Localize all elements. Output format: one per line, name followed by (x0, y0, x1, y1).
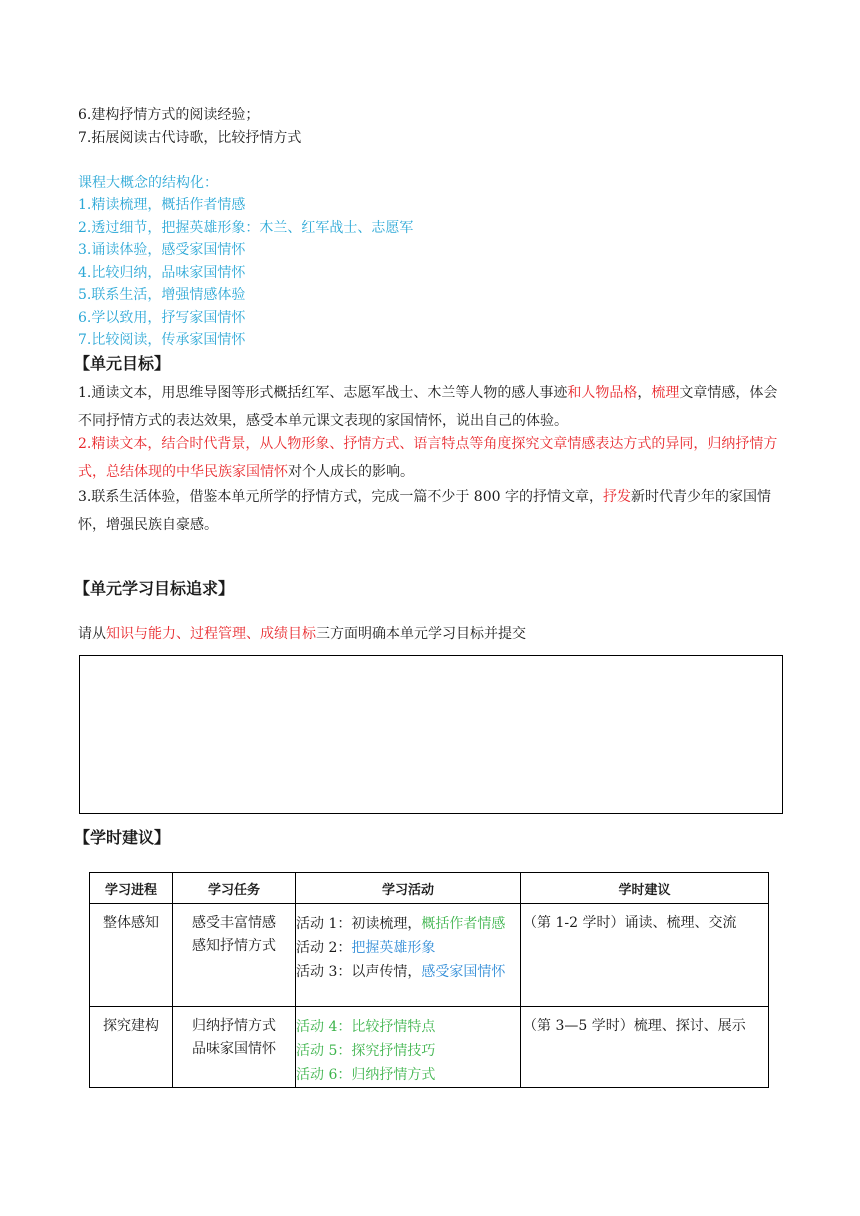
concept-item: 1.精读梳理，概括作者情感 (78, 197, 246, 213)
activity-cell (296, 1007, 521, 1088)
unit-goal-heading: 【单元目标】 (74, 354, 171, 373)
activity-line: 活动 4：比较抒情特点 (296, 1019, 436, 1035)
goal-paragraph-1: 1.通读文本，用思维导图等形式概括红军、志愿军战士、木兰等人物的感人事迹和人物品格，梳理文章情感，体会不同抒情方式的表达效果，感受本单元课文表现的家国情怀，说出自己的体验。 (78, 385, 778, 429)
activity-line: 活动 1：初读梳理，概括作者情感 (296, 916, 506, 932)
column-header: 学时建议 (521, 873, 769, 904)
column-header: 学习活动 (296, 873, 521, 904)
concept-item: 2.透过细节，把握英雄形象：木兰、红军战士、志愿军 (78, 220, 414, 236)
activity-cell (296, 904, 521, 1007)
table-header-row (90, 873, 769, 904)
concept-item: 3.诵读体验，感受家国情怀 (78, 242, 246, 258)
activity-line: 活动 5：探究抒情技巧 (296, 1043, 436, 1059)
text-line: 6.建构抒情方式的阅读经验； (78, 107, 260, 123)
answer-box[interactable] (79, 655, 783, 814)
table-row (90, 1007, 769, 1088)
concept-item: 6.学以致用，抒写家国情怀 (78, 310, 246, 326)
schedule-table (89, 872, 769, 1088)
goal-paragraph-2: 2.精读文本，结合时代背景，从人物形象、抒情方式、语言特点等角度探究文章情感表达方式的异同，归纳抒情方式，总结体现的中华民族家国情怀对个人成长的影响。 (78, 436, 778, 480)
activity-line: 活动 6：归纳抒情方式 (296, 1067, 436, 1083)
pursuit-prompt: 请从知识与能力、过程管理、成绩目标三方面明确本单元学习目标并提交 (78, 626, 526, 642)
stage-cell: 整体感知 (90, 904, 173, 1007)
hours-cell: （第 3—5 学时）梳理、探讨、展示 (521, 1007, 769, 1088)
concept-title: 课程大概念的结构化： (78, 175, 218, 191)
activity-line: 活动 2：把握英雄形象 (296, 940, 436, 956)
table-row (90, 904, 769, 1007)
goal-paragraph-3: 3.联系生活体验，借鉴本单元所学的抒情方式，完成一篇不少于 800 字的抒情文章，抒发新时代青少年的家国情怀，增强民族自豪感。 (78, 489, 771, 533)
task-cell: 感受丰富情感 感知抒情方式 (173, 904, 296, 1007)
concept-item: 5.联系生活，增强情感体验 (78, 287, 246, 303)
concept-item: 7.比较阅读，传承家国情怀 (78, 332, 246, 348)
pursuit-heading: 【单元学习目标追求】 (74, 579, 235, 598)
text-line: 7.拓展阅读古代诗歌，比较抒情方式 (78, 130, 302, 146)
hours-cell: （第 1-2 学时）诵读、梳理、交流 (521, 904, 769, 1007)
activity-line: 活动 3：以声传情，感受家国情怀 (296, 964, 506, 980)
task-cell: 归纳抒情方式 品味家国情怀 (173, 1007, 296, 1088)
column-header: 学习进程 (90, 873, 173, 904)
column-header: 学习任务 (173, 873, 296, 904)
stage-cell: 探究建构 (90, 1007, 173, 1088)
schedule-heading: 【学时建议】 (74, 828, 171, 847)
concept-item: 4.比较归纳，品味家国情怀 (78, 265, 246, 281)
